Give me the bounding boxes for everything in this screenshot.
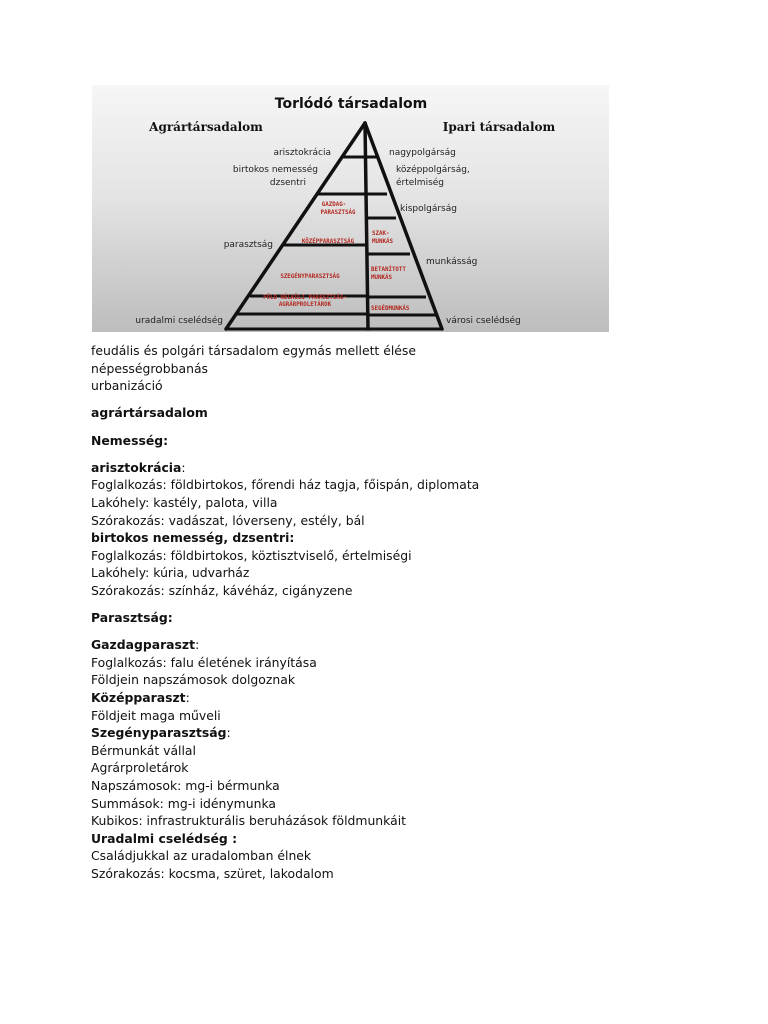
inner-agrarproletarok: AGRÁRPROLETÁROK — [278, 302, 332, 308]
uradalmi-line: Szórakozás: kocsma, szüret, lakodalom — [91, 866, 334, 881]
inner-fold-nelkuli: FÖLD NÉLKÜLI PARASZTSÁG- — [263, 295, 347, 301]
szegeny-line: Summások: mg-i idénymunka — [91, 795, 277, 811]
szegeny-label: Szegényparasztság — [91, 725, 227, 741]
figure-title: Torlódó társadalom — [274, 96, 428, 112]
label-ertelmiseg: értelmiség — [396, 178, 445, 188]
label-kozeppolgarsag: középpolgárság, — [396, 165, 470, 175]
gazdag-label: Gazdagparaszt — [91, 637, 196, 653]
gazdag-line: Foglalkozás: falu életének irányítása — [91, 654, 317, 670]
label-arisztokracia: arisztokrácia — [273, 148, 331, 158]
label-birtokos-nemesseg: birtokos nemesség — [232, 165, 318, 175]
arisztokracia-line: Lakóhely: kastély, palota, villa — [91, 494, 278, 510]
intro-line: népességrobbanás — [91, 360, 208, 376]
kozep-line: Földjeit maga műveli — [91, 707, 221, 723]
birtokos-heading: birtokos nemesség, dzsentri: — [91, 530, 295, 546]
szegeny-colon: : — [226, 725, 231, 741]
left-heading: Agrártársadalom — [149, 120, 263, 134]
label-uradalmi-cseledseg: uradalmi cselédség — [135, 316, 223, 326]
gazdag-line: Földjein napszámosok dolgoznak — [91, 672, 295, 688]
arisztokracia-colon: : — [181, 459, 186, 475]
szegeny-line: Agrárproletárok — [91, 760, 189, 776]
inner-gazdag-2: PARASZTSÁG — [320, 210, 356, 216]
intro-line: feudális és polgári társadalom egymás mellett élése — [91, 343, 417, 358]
agrar-heading: agrártársadalom — [91, 405, 208, 421]
kozep-colon: : — [185, 690, 190, 706]
label-munkassag: munkásság — [426, 257, 478, 267]
birtokos-line: Foglalkozás: földbirtokos, köztisztviselő, értelmiségi — [91, 547, 412, 563]
birtokos-line: Lakóhely: kúria, udvarház — [91, 565, 250, 581]
pyramid-diagram — [92, 85, 609, 332]
kozep-heading — [91, 689, 711, 707]
szegeny-line: Kubikos: infrastrukturális beruházások földmunkáit — [91, 813, 407, 829]
label-parasztsag: parasztság — [223, 240, 273, 250]
szegeny-line: Napszámosok: mg-i bérmunka — [91, 778, 280, 794]
nemesseg-heading: Nemesség: — [91, 432, 169, 448]
inner-szak-2: MUNKÁS — [372, 239, 393, 245]
gazdag-heading — [91, 636, 711, 654]
arisztokracia-line: Foglalkozás: földbirtokos, főrendi ház tagja, főispán, diplomata — [91, 477, 480, 493]
szegeny-line: Bérmunkát vállal — [91, 742, 196, 758]
inner-gazdag-1: GAZDAG- — [321, 202, 347, 208]
inner-kozepparasztsag: KÖZÉPPARASZTSÁG — [301, 239, 355, 245]
label-dzsentri: dzsentri — [269, 178, 306, 188]
birtokos-line: Szórakozás: színház, kávéház, cigányzene — [91, 582, 353, 598]
label-varosi-cseledseg: városi cselédség — [446, 316, 521, 326]
uradalmi-heading: Uradalmi cselédség : — [91, 830, 238, 846]
arisztokracia-label: arisztokrácia — [91, 459, 182, 475]
label-nagypolgarsag: nagypolgárság — [389, 148, 456, 158]
arisztokracia-line: Szórakozás: vadászat, lóverseny, estély, bál — [91, 512, 365, 528]
uradalmi-line: Családjukkal az uradalomban élnek — [91, 848, 312, 864]
inner-szak-1: SZAK- — [372, 231, 390, 237]
inner-szegenyparasztsag: SZEGÉNYPARASZTSÁG — [280, 274, 340, 280]
inner-betanitott-2: MUNKÁS — [371, 275, 392, 281]
inner-betanitott-1: BETANÍTOTT — [371, 267, 406, 273]
intro-line: urbanizáció — [91, 378, 163, 394]
inner-segedmunkas: SEGÉDMUNKÁS — [371, 306, 410, 312]
document-body — [91, 342, 711, 883]
kozep-label: Középparaszt — [91, 690, 186, 706]
right-heading: Ipari társadalom — [442, 120, 556, 134]
label-kispolgarsag: kispolgárság — [400, 204, 457, 214]
arisztokracia-heading — [91, 459, 711, 477]
parasztsag-heading: Parasztság: — [91, 610, 173, 626]
gazdag-colon: : — [195, 637, 200, 653]
szegeny-heading — [91, 724, 711, 742]
society-pyramid-figure — [92, 85, 609, 332]
